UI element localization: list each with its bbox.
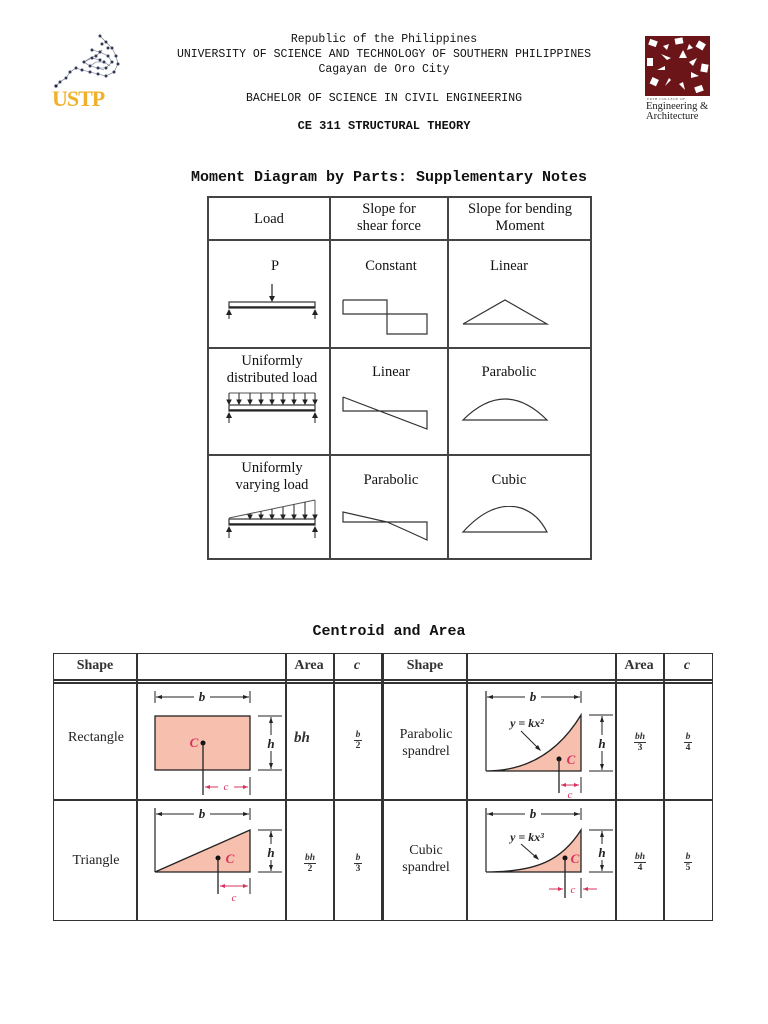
header-area-right: Area: [624, 658, 654, 673]
area-numerator: bh: [634, 852, 646, 862]
parabolic-moment-diagram-icon: [461, 396, 551, 424]
load-label-line2: distributed load: [226, 370, 318, 386]
load-label: [209, 353, 335, 387]
shear-slope: Linear: [372, 364, 410, 380]
moment-slope: Parabolic: [481, 364, 537, 380]
shape-name-line2: spandrel: [402, 860, 450, 875]
svg-text:b: b: [198, 689, 206, 704]
area-denominator: 3: [637, 743, 643, 753]
header-city: Cagayan de Oro City: [318, 63, 450, 76]
svg-text:b: b: [529, 689, 537, 704]
shear-slope: Constant: [365, 258, 417, 274]
c-formula: [352, 853, 364, 874]
shape-name-line1: Cubic: [409, 843, 443, 858]
header-load: Load: [254, 211, 284, 227]
svg-text:y = kx³: y = kx³: [510, 830, 544, 844]
area-numerator: bh: [304, 853, 316, 863]
college-name: [646, 102, 708, 122]
linear-moment-diagram-icon: [461, 298, 551, 328]
college-name-line1: Engineering &: [646, 101, 709, 112]
divider: [209, 347, 590, 349]
c-numerator: b: [685, 852, 691, 862]
svg-text:C: C: [570, 851, 580, 866]
shape-name: Triangle: [72, 853, 120, 868]
svg-text:c: c: [570, 884, 576, 896]
divider: [209, 239, 590, 241]
header-program: BACHELOR OF SCIENCE IN CIVIL ENGINEERING: [245, 92, 523, 105]
divider: [209, 454, 590, 456]
c-numerator: b: [685, 732, 691, 742]
load-label-line1: Uniformly: [241, 353, 303, 369]
divider: [615, 654, 617, 920]
divider: [54, 799, 712, 801]
svg-text:c: c: [223, 781, 229, 793]
udl-beam-icon: [223, 391, 323, 433]
c-denominator: 2: [355, 741, 361, 751]
divider: [54, 682, 712, 684]
centroid-area-table: [53, 653, 713, 921]
uvl-beam-icon: [223, 498, 323, 546]
svg-text:h: h: [267, 736, 275, 751]
area-formula: [632, 852, 648, 873]
c-numerator: b: [355, 730, 361, 740]
c-formula: [682, 852, 694, 873]
header-moment-line2: Moment: [495, 218, 545, 234]
svg-text:c: c: [231, 892, 237, 904]
rectangle-diagram-icon: [146, 687, 284, 799]
section-title-centroid: Centroid and Area: [312, 623, 466, 640]
linear-shear-diagram-icon: [341, 395, 431, 435]
ustp-logo-text: USTP: [52, 86, 105, 111]
svg-text:h: h: [598, 845, 606, 860]
header-area-left: Area: [294, 658, 324, 673]
load-label-line1: Uniformly: [241, 460, 303, 476]
load-label-line2: varying load: [235, 477, 309, 493]
header-c-right: c: [683, 658, 691, 673]
header-shear-line1: Slope for: [362, 201, 416, 217]
divider: [136, 654, 138, 920]
svg-text:b: b: [198, 806, 206, 821]
divider: [54, 679, 712, 681]
load-label: P: [270, 258, 280, 274]
svg-text:C: C: [566, 752, 576, 767]
header-course: CE 311 STRUCTURAL THEORY: [297, 119, 471, 133]
constant-shear-diagram-icon: [341, 298, 431, 338]
shape-name: [384, 842, 468, 876]
header-c-left: c: [353, 658, 361, 673]
area-denominator: 2: [307, 864, 313, 874]
shape-name-line1: Parabolic: [399, 727, 453, 742]
svg-text:h: h: [267, 845, 275, 860]
header-shape-right: Shape: [406, 658, 444, 673]
area-formula: bh: [294, 730, 310, 746]
header-university: UNIVERSITY OF SCIENCE AND TECHNOLOGY OF SOUTHERN PHILIPPINES: [176, 48, 592, 61]
area-denominator: 4: [637, 863, 643, 873]
college-emblem-icon: [645, 36, 710, 96]
divider: [663, 654, 665, 920]
shape-name: Rectangle: [68, 730, 124, 745]
divider: [333, 654, 335, 920]
shape-name: [384, 726, 468, 760]
point-load-beam-icon: [223, 282, 323, 322]
divider: [381, 654, 384, 920]
college-small-text: ERTH COLLEGE OF: [647, 97, 686, 101]
svg-text:y = kx²: y = kx²: [510, 716, 544, 730]
moment-diagram-table: [207, 196, 592, 560]
area-formula: [302, 853, 318, 874]
cubic-spandrel-diagram-icon: [477, 804, 615, 920]
college-name-line2: Architecture: [646, 111, 699, 122]
area-formula: [632, 732, 648, 753]
header-republic: Republic of the Philippines: [290, 33, 478, 46]
moment-slope: Cubic: [491, 472, 527, 488]
shear-slope: Parabolic: [363, 472, 419, 488]
c-numerator: b: [355, 853, 361, 863]
c-formula: [682, 732, 694, 753]
svg-text:h: h: [598, 736, 606, 751]
svg-text:C: C: [225, 851, 235, 866]
c-denominator: 4: [685, 743, 691, 753]
college-logo: [645, 36, 710, 96]
area-numerator: bh: [634, 732, 646, 742]
svg-text:b: b: [529, 806, 537, 821]
shape-name-line2: spandrel: [402, 744, 450, 759]
section-title-moment-diagram: Moment Diagram by Parts: Supplementary Notes: [190, 169, 588, 186]
parabolic-spandrel-diagram-icon: [477, 687, 615, 799]
header-moment-line1: Slope for bending: [468, 201, 572, 217]
header-moment: [449, 201, 591, 235]
triangle-diagram-icon: [146, 804, 284, 920]
divider: [285, 654, 287, 920]
parabolic-shear-diagram-icon: [341, 510, 431, 544]
c-denominator: 5: [685, 863, 691, 873]
divider: [466, 654, 468, 920]
cubic-moment-diagram-icon: [461, 506, 551, 536]
header-shape-left: Shape: [76, 658, 114, 673]
load-label: [209, 460, 335, 494]
svg-text:C: C: [189, 735, 199, 750]
moment-slope: Linear: [490, 258, 528, 274]
header-shear: [331, 201, 447, 235]
header-shear-line2: shear force: [357, 218, 421, 234]
c-denominator: 3: [355, 864, 361, 874]
svg-text:c: c: [567, 789, 573, 799]
c-formula: [352, 730, 364, 751]
